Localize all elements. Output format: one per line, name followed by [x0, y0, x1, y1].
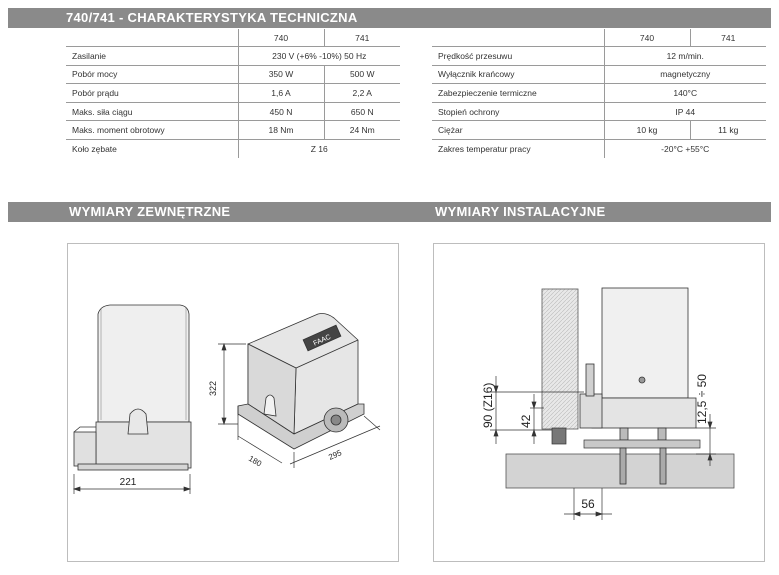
spec-table-left: [66, 29, 400, 158]
spec-row-value: 12 m/min.: [604, 47, 766, 66]
spec-row-label: Maks. siła ciągu: [66, 102, 238, 121]
depth-dim-label: 180: [247, 453, 264, 469]
spec-row: [66, 65, 400, 84]
pinion: [552, 428, 566, 444]
spec-column-740: 740: [604, 29, 690, 47]
spec-row: [432, 65, 766, 84]
spec-row-label: Stopień ochrony: [432, 102, 604, 121]
front-view-motor: [74, 305, 191, 470]
spec-row-label: Ciężar: [432, 121, 604, 140]
spec-row-label: Prędkość przesuwu: [432, 47, 604, 66]
spec-row-value: Z 16: [238, 139, 400, 157]
height-dim-label: 322: [208, 380, 218, 396]
spec-row-value: IP 44: [604, 102, 766, 121]
rack-label: 42: [519, 414, 533, 428]
spec-row: [432, 121, 766, 140]
spec-row: [66, 47, 400, 66]
install-dims-title: WYMIARY INSTALACYJNE: [435, 204, 606, 219]
offset-label: 56: [581, 497, 595, 511]
spec-column-741: 741: [690, 29, 766, 47]
spec-row: [66, 121, 400, 140]
dimensions-header-bar: [8, 202, 771, 222]
spec-row-value-740: 10 kg: [604, 121, 690, 140]
install-dims-drawing: [434, 244, 764, 561]
spec-row: [432, 139, 766, 157]
length-dim-label: 295: [327, 448, 344, 462]
spec-row-value-740: 1,6 A: [238, 84, 324, 103]
spec-header-label-cell: [432, 29, 604, 47]
base-plate: [584, 440, 700, 448]
spec-row-label: Pobór prądu: [66, 84, 238, 103]
spec-row-label: Maks. moment obrotowy: [66, 121, 238, 140]
spec-row-value: 140°C: [604, 84, 766, 103]
spec-header-row: [66, 29, 400, 47]
external-dims-title: WYMIARY ZEWNĘTRZNE: [69, 204, 231, 219]
spec-row: [66, 139, 400, 157]
iso-view-motor: [238, 314, 364, 450]
width-dim-label: 221: [119, 477, 137, 488]
spec-row-value-740: 450 N: [238, 102, 324, 121]
spec-row-label: Pobór mocy: [66, 65, 238, 84]
spec-row: [432, 84, 766, 103]
spec-row-label: Zabezpieczenie termiczne: [432, 84, 604, 103]
spec-column-741: 741: [324, 29, 400, 47]
install-dims-panel: [433, 243, 765, 562]
spec-row-label: Koło zębate: [72, 143, 117, 154]
spec-header-row: [432, 29, 766, 47]
spec-row: [432, 47, 766, 66]
spec-header-label-cell: [66, 29, 238, 47]
spec-row-value-741: 500 W: [324, 65, 400, 84]
spec-row-value-741: 11 kg: [690, 121, 766, 140]
spec-column-740: 740: [238, 29, 324, 47]
spec-row-value-741: 2,2 A: [324, 84, 400, 103]
adjust-label: 12,5 ÷ 50: [695, 374, 709, 424]
spec-table-right: [432, 29, 766, 158]
external-dims-drawing: [68, 244, 398, 561]
spec-row-value: magnetyczny: [604, 65, 766, 84]
spec-row-value-741: 24 Nm: [324, 121, 400, 140]
rack-height-label: 90 (Z16): [481, 382, 495, 428]
spec-row-label: Zasilanie: [66, 47, 238, 66]
spec-row: [432, 102, 766, 121]
spec-row-value: -20°C +55°C: [604, 139, 766, 157]
spec-row: [66, 84, 400, 103]
brand-text: FAAC: [312, 333, 333, 348]
external-dims-panel: [67, 243, 399, 562]
spec-header-bar: [8, 8, 771, 28]
spec-row-value-740: 350 W: [238, 65, 324, 84]
spec-row-label: Wyłącznik krańcowy: [432, 65, 604, 84]
gate-leaf: [542, 289, 578, 429]
spec-row-value-740: 18 Nm: [238, 121, 324, 140]
spec-row-label: Zakres temperatur pracy: [438, 143, 531, 154]
spec-row: [66, 102, 400, 121]
spec-row-value: 230 V (+6% -10%) 50 Hz: [238, 47, 400, 66]
spec-row-value-741: 650 N: [324, 102, 400, 121]
spec-section-title: 740/741 - CHARAKTERYSTYKA TECHNICZNA: [66, 10, 358, 25]
install-motor: [580, 288, 696, 440]
